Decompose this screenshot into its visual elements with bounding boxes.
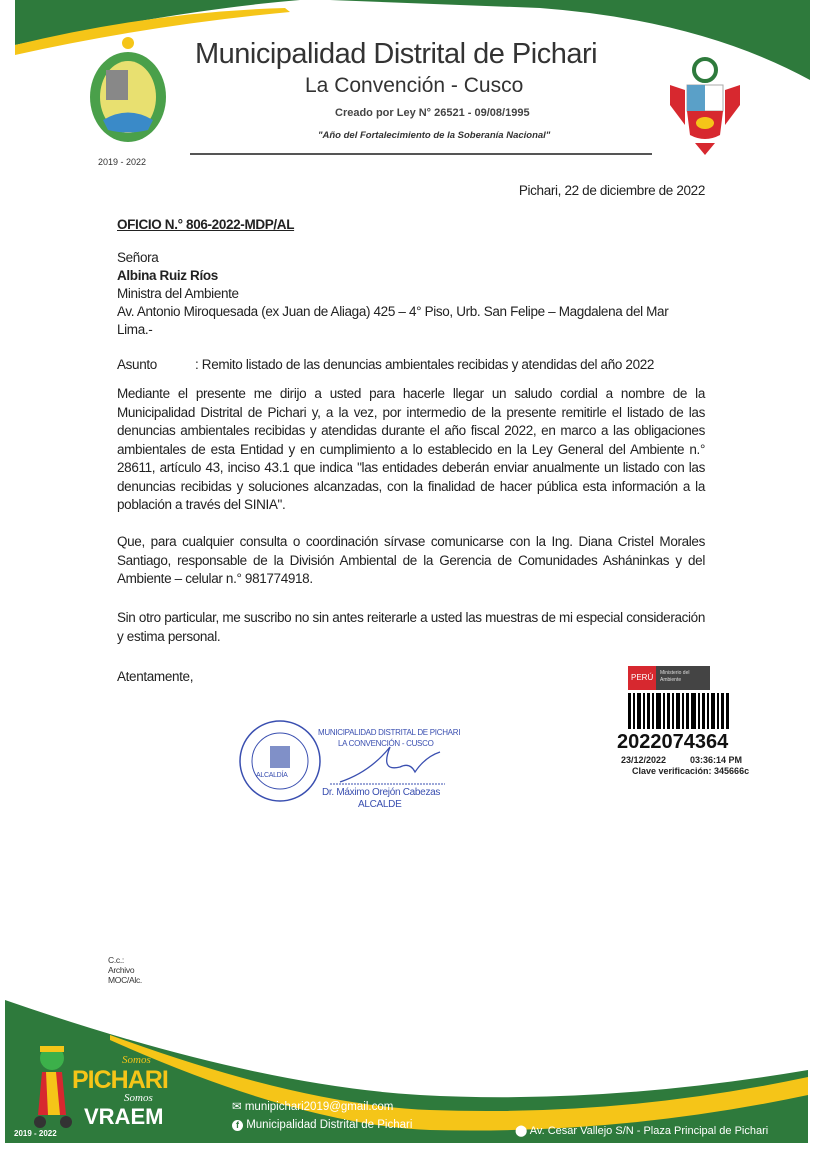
- ministry-banner: [628, 666, 710, 690]
- cc-label: C.c.:: [108, 955, 124, 965]
- footer-facebook: [232, 1119, 412, 1131]
- subject-label: Asunto: [117, 357, 157, 372]
- handwritten-signature: [330, 742, 450, 792]
- document-reference: OFICIO N.° 806-2022-MDP/AL: [117, 217, 295, 232]
- peru-label: PERÚ: [628, 666, 656, 690]
- header-subtitle: La Convención - Cusco: [305, 74, 524, 97]
- cc-item: MOC/Alc.: [108, 975, 142, 985]
- subject-text: : Remito listado de las denuncias ambientales recibidas y atendidas del año 2022: [195, 357, 655, 372]
- barcode: [628, 693, 730, 729]
- receipt-date: 23/12/2022: [621, 755, 667, 765]
- footer-years: 2019 - 2022: [14, 1129, 57, 1138]
- body-paragraph-1: Mediante el presente me dirijo a usted para hacerle llegar un saludo cordial a nombre de la Municipalidad Distrital de Pichari y, a la vez, por intermedio de la presente remitirle el listado de las denuncias ambientales recibidas y atendidas durante el año fiscal 2022, en marco a las obligaciones ambientales de esta Entidad y en cumplimiento a lo establecido en la Ley General del Ambiente n.° 28611, artículo 43, inciso 43.1 que indica "las entidades deberán enviar anualmente un listado con las denuncias recibidas y soluciones alcanzadas, con la finalidad de hacer pública esta información a la población a través del SINIA".: [117, 386, 705, 512]
- email-text[interactable]: munipichari2019@gmail.com: [244, 1101, 394, 1113]
- footer-somos-1: Somos: [122, 1054, 151, 1066]
- cc-item: Archivo: [108, 965, 135, 975]
- address-text: Av. Cesar Vallejo S/N - Plaza Principal de Pichari: [529, 1125, 769, 1137]
- municipal-crest-logo: [78, 35, 178, 155]
- peru-coat-of-arms: [665, 55, 745, 155]
- signatory-name: Dr. Máximo Orejón Cabezas: [322, 787, 441, 798]
- signatory-role: ALCALDE: [358, 799, 402, 810]
- verification-key: Clave verificación: 345666c: [632, 766, 750, 776]
- footer-address: [515, 1124, 768, 1137]
- registration-number: 2022074364: [617, 731, 729, 753]
- header-title: Municipalidad Distrital de Pichari: [195, 38, 598, 70]
- recipient-name: Albina Ruiz Ríos: [117, 268, 218, 283]
- footer-brand-pichari: PICHARI: [72, 1066, 168, 1094]
- footer-somos-2: Somos: [124, 1092, 153, 1104]
- body-paragraph-3: Sin otro particular, me suscribo no sin antes reiterarle a usted las muestras de mi especial consideración y estima personal.: [117, 610, 705, 644]
- logo-years: 2019 - 2022: [98, 157, 147, 167]
- header-motto: "Año del Fortalecimiento de la Soberanía Nacional": [318, 130, 551, 141]
- alcaldia-seal: [237, 718, 323, 804]
- ministry-label: Ministerio del Ambiente: [660, 670, 690, 683]
- header-law: Creado por Ley N° 26521 - 09/08/1995: [335, 107, 530, 119]
- footer-email: [232, 1099, 393, 1113]
- location-pin-icon: ⬤: [515, 1125, 530, 1137]
- mail-icon: ✉: [232, 1101, 245, 1113]
- header-divider: [190, 153, 652, 155]
- salutation: Señora: [117, 250, 159, 265]
- place-date: Pichari, 22 de diciembre de 2022: [518, 183, 705, 198]
- seal-center-text: ALCALDÍA: [256, 772, 288, 779]
- closing: Atentamente,: [117, 669, 194, 684]
- body-paragraph-2: Que, para cualquier consulta o coordinación sírvase comunicarse con la Ing. Diana Cristel Morales Santiago, responsable de la División Ambiental de la Gerencia de Comunidades Asháninkas y del Ambiente – celular n.° 981774918.: [117, 534, 705, 586]
- recipient-address: Av. Antonio Miroquesada (ex Juan de Aliaga) 425 – 4° Piso, Urb. San Felipe – Magdalena del Mar: [117, 304, 669, 319]
- cc-list: [108, 955, 142, 985]
- recipient-city: Lima.-: [117, 322, 153, 337]
- stamp-line-2: LA CONVENCIÓN - CUSCO: [338, 739, 434, 748]
- facebook-icon: f: [232, 1120, 243, 1131]
- receipt-time: 03:36:14 PM: [690, 755, 743, 765]
- footer-brand-vraem: VRAEM: [84, 1104, 164, 1129]
- facebook-text[interactable]: Municipalidad Distrital de Pichari: [246, 1119, 413, 1131]
- stamp-line-1: MUNICIPALIDAD DISTRITAL DE PICHARI: [318, 728, 461, 737]
- recipient-title: Ministra del Ambiente: [117, 286, 239, 301]
